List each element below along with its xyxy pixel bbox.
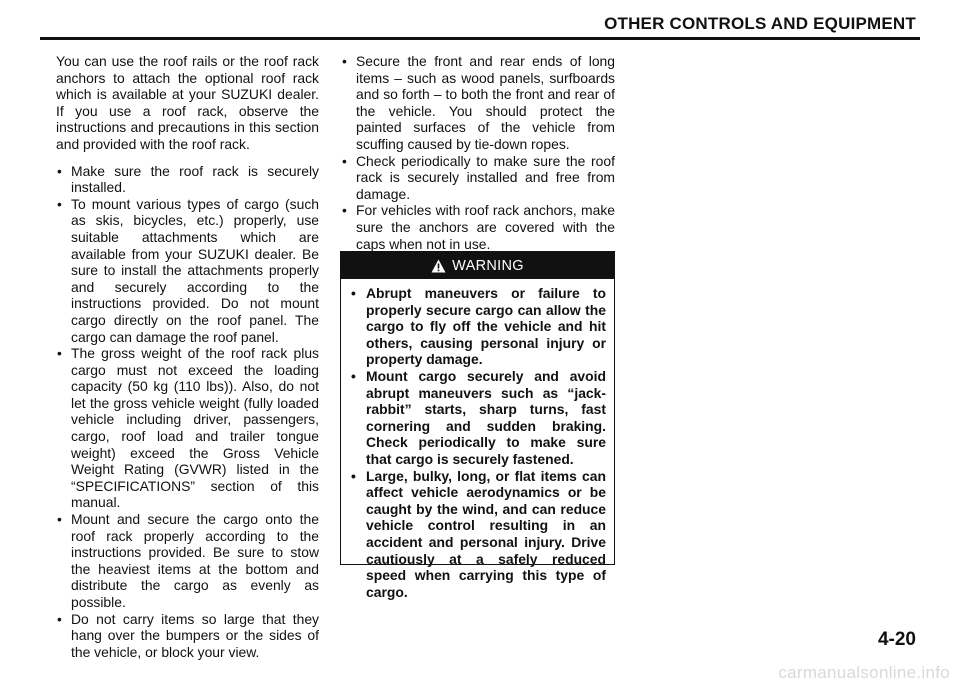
warning-title: WARNING	[452, 257, 524, 274]
list-item: • Mount cargo securely and avoid abrupt maneuvers such as “jack-rabbit” starts, sharp turns, fast cornering and sudden braking. Check periodically to make sure that cargo is securely fastened.	[350, 368, 606, 468]
intro-paragraph: You can use the roof rails or the roof rack anchors to attach the optional roof rack which is available at your SUZUKI dealer. If you use a roof rack, observe the instructions and precautions in this section and provided with the roof rack.	[56, 53, 319, 152]
list-item: • Secure the front and rear ends of long items – such as wood panels, surfboards and so forth – to both the front and rear of the vehicle. You should protect the painted surfaces of the vehicle from scuffing caused by tie-down ropes.	[341, 53, 615, 153]
list-item: • Check periodically to make sure the roof rack is securely installed and free from damage.	[341, 153, 615, 203]
header-divider	[40, 37, 920, 40]
warning-triangle-icon	[431, 259, 446, 273]
warning-bullet-list	[350, 285, 606, 600]
warning-body	[341, 279, 614, 600]
list-item: • Abrupt maneuvers or failure to properly secure cargo can allow the cargo to fly off the vehicle and hit others, causing personal injury or property damage.	[350, 285, 606, 368]
left-column	[56, 53, 319, 660]
list-item: • Mount and secure the cargo onto the roof rack properly according to the instructions provided. Be sure to stow the heaviest items at the bottom and distribute the cargo as evenly as possible.	[56, 511, 319, 611]
list-item: • The gross weight of the roof rack plus cargo must not exceed the loading capacity (50 kg (110 lbs)). Also, do not let the gross vehicle weight (fully loaded vehicle including driver, passengers, cargo, roof load and trailer tongue weight) exceed the Gross Vehicle Weight Rating (GVWR) listed in the “SPECIFICATIONS” section of this manual.	[56, 345, 319, 511]
list-item: • Make sure the roof rack is securely installed.	[56, 163, 319, 196]
list-item: • For vehicles with roof rack anchors, make sure the anchors are covered with the caps when not in use.	[341, 202, 615, 252]
warning-header	[341, 252, 614, 279]
section-title: OTHER CONTROLS AND EQUIPMENT	[604, 14, 916, 33]
right-column	[341, 53, 615, 252]
right-bullet-list	[341, 53, 615, 252]
list-item: • Large, bulky, long, or flat items can affect vehicle aerodynamics or be caught by the wind, and can reduce vehicle control resulting in an accident and personal injury. Drive cautiously at a safely reduced speed when carrying this type of cargo.	[350, 468, 606, 601]
left-bullet-list	[56, 163, 319, 661]
warning-box	[340, 251, 615, 600]
list-item: • Do not carry items so large that they hang over the bumpers or the sides of the vehicle, or block your view.	[56, 611, 319, 661]
page-number: 4-20	[877, 629, 916, 650]
watermark: carmanualsonline.info	[778, 663, 950, 682]
list-item: • To mount various types of cargo (such as skis, bicycles, etc.) properly, use suitable attachments which are available from your SUZUKI dealer. Be sure to install the attachments properly and securely according to the instructions provided. Do not mount cargo directly on the roof panel. The cargo can damage the roof panel.	[56, 196, 319, 345]
